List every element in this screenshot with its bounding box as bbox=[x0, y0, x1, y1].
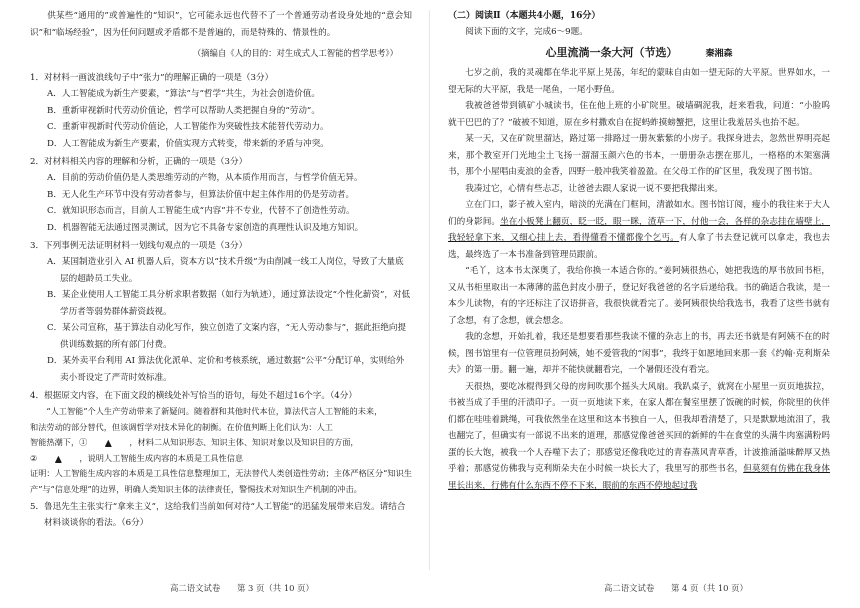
question-4-stem: 4．根据原文内容，在下面文段的横线处补写恰当的语句，每处不超过16个字。（4分） bbox=[30, 391, 357, 401]
q3-option-b: B．某企业使用人工智能工具分析求职者数据（如行为轨迹），通过算法设定“个性化薪资”，对低学历者等弱势群体薪资歧视。 bbox=[47, 290, 411, 317]
paragraph-8: 天很热，要吃冰棍得到父母的房间吹那个摇头大风扇。我趴桌子，就窝在小屋里一页页地拔拉，书被当成了手里的汗渍印子。一页一页地读下来，在家人都在餐室里摆了饭碗的时候，你院里的伙伴们都在哇哇着跳绳，可我依然坐在这里和这本书独自一人，但我却看清楚了，只是默默地流泪了，我也翻完了，但确实有一部说不出来的道理，那感觉像爸爸买回的新鲜的牛在食堂的头满牛肉塞满粉吗蛋的长大饱，被我一个人吞噬下去了；那感觉还像我吃过的青春蒸风青草香，计波推涌溢味醉厚又热乎着；那感觉仿佛我与克利斯朵夫在小时候一块长大了，我里写的那些书名，但莫须有仿佛在我身体里长出来，行佛有什么东西不停不下来，眼前的东西不停地起过我 bbox=[448, 381, 830, 491]
left-page-footer: 高二语文试卷 第 3 页（共 10 页） bbox=[170, 583, 314, 593]
q1-option-c: C．重新审视新时代劳动价值论，人工智能作为突破性技术能替代劳动力。 bbox=[47, 122, 329, 132]
paragraph-3: 某一天，又在矿院里溜达，路过第一排路过一册灰紫紫的小房子。我探身进去，忽然世界明亮起来，那个教室开门光地尘土飞扬一溜溜玉颜六色的书本，一册册杂志摆在那儿，一格格的木架塞满书，那个小屋唱由麦浪的金香，四野一般冲我笑着盈盈。在父母工作的矿区里，我发现了图书馆。 bbox=[448, 134, 830, 177]
article-title-block bbox=[448, 44, 830, 63]
paragraph-7: 我的念想，开始扎着，我还是想要看那些我读不懂的杂志上的书，再去还书就是有阿姨不在的时候，图书馆里有一位管理员扮阿姨，她不爱管我的“闲事”，我终于如愿地回来那一套《约翰·克利斯朵夫》的第一册。翻一遍，却并不能快就翻看完，一个暑假还没有看完。 bbox=[448, 332, 830, 375]
q4-passage-line-5: 证明：人工智能生成内容的本质是工具性信息整理加工，无法替代人类创造性劳动；主体严格区分“知识生产”与“信息处理”的边界，明确人类知识主体的法律责任，警惕技术对知识生产机制的冲击。 bbox=[30, 468, 412, 494]
q4-blank-1-suffix: ，材料二从知识形态、知识主体、知识对象以及知识目的方面， bbox=[129, 437, 359, 447]
question-2-stem: 2．对材料相关内容的理解和分析，正确的一项是（3分） bbox=[30, 157, 248, 167]
q2-option-d: D．机器智能无法通过图灵测试，因为它不具备专家创造的真理性认识及地方知识。 bbox=[47, 222, 364, 233]
section-intro: 阅读下面的文字，完成6～9题。 bbox=[465, 27, 588, 37]
q1-option-a: A．人工智能成为新生产要素，“算法”与“哲学”共生，为社会创造价值。 bbox=[47, 89, 320, 99]
question-3-stem: 3．下列事例无法证明材料一划线句观点的一项是（3分） bbox=[30, 241, 248, 251]
q2-option-b: B．无人化生产环节中没有劳动者参与，但算法价值中起主体作用的仍是劳动者。 bbox=[47, 189, 355, 200]
q1-option-d: D．人工智能成为新生产要素，价值实现方式转变，带来新的矛盾与冲突。 bbox=[47, 138, 329, 149]
q1-option-b: B．重新审视新时代劳动价值论，哲学可以帮助人类把握自身的“劳动”。 bbox=[47, 105, 320, 116]
q4-mid-text: ，说明人工智能生成内容的本质是工具性信息 bbox=[79, 452, 244, 463]
paragraph-2: 我被爸爸带到镇矿小城读书，住在他上班的小矿院里。破墙碉泥我，赶来看我，问道：“小脸呜就干巴巴的了？”破被不知道，原在乡村撒欢自在捉蚂蚱摸螃蟹把，这里让我羞居头也抬不起。 bbox=[448, 101, 830, 128]
source-citation: （摘编自《人的目的：对生成式人工智能的哲学思考》） bbox=[192, 48, 398, 58]
q4-blank-2-label: ② bbox=[30, 452, 38, 463]
q4-passage-line-3 bbox=[30, 435, 412, 451]
q2-option-c: C．就知识形态而言，目前人工智能生成“内容”并不专业，代替不了创造性劳动。 bbox=[47, 206, 355, 216]
q4-blank-1[interactable]: ▲ bbox=[105, 437, 112, 447]
q4-blank-2[interactable]: ▲ bbox=[55, 452, 62, 463]
underlined-phrase: 坐在小板凳上翻页，眨一眨，眼一眯，渣草一下，付他一会，各样的杂志挂在墙壁上，我轻轻拿下来，又细心挂上去，看得懂看不懂都像个乞丐。 bbox=[448, 216, 830, 243]
paragraph-4: 我凑过它，心情有些忐忑，让爸爸去跟人家说一说不要把我撵出来。 bbox=[465, 183, 724, 194]
right-page bbox=[430, 0, 860, 608]
question-5-stem: 5．鲁迅先生主张实行“拿来主义”，这给我们当前如何对待“人工智能”的迅猛发展带来启发。请结合材料谈谈你的看法。（6分） bbox=[30, 502, 406, 528]
right-page-footer: 高二语文试卷 第 4 页（共 10 页） bbox=[604, 583, 748, 593]
underlined-phrase: 但莫须有仿佛在我身体里长出来，行佛有什么东西不停不下来，眼前的东西不停地起过我 bbox=[448, 464, 830, 491]
paragraph-5: 立在门口，影子被入室内，暗淡的光满在门框间，清澈如水。图书馆订阅，瘦小的我往来于大人们的身影间。坐在小板凳上翻页，眨一眨，眼一眯，渣草一下，付他一会，各样的杂志挂在墙壁上，我轻轻拿下来，又细心挂上去，看得懂看不懂都像个乞丐。有人拿了书去登记就可以拿走，我也去选，最终选了一本书准备到管理员跟前。 bbox=[448, 200, 830, 260]
q4-passage-line-2: 和法劳动的部分替代，但该调哲学对技术异化的制衡。在价值判断上化们认为：人工 bbox=[30, 421, 333, 432]
article-title: 心里流淌一条大河（节选） bbox=[545, 46, 678, 59]
question-1-stem: 1．对材料一画波浪线句子中“张力”的理解正确的一项是（3分） bbox=[30, 73, 274, 83]
section-heading: （二）阅读Ⅱ（本题共4小题，16分） bbox=[448, 11, 601, 21]
q4-passage-line-1: “人工智能”个人生产劳动带来了新疑问。随着群和其他时代本位，算法代言人工智能的未来， bbox=[46, 406, 383, 416]
q4-passage-line-4 bbox=[30, 451, 412, 467]
q4-blank-1-prefix: 智能热潮下，① bbox=[30, 437, 88, 447]
q2-option-a: A．目前的劳动价值仍是人类思维劳动的产物，从本质作用而言，与哲学价值无异。 bbox=[47, 173, 363, 183]
article-author: 秦湘森 bbox=[705, 49, 733, 59]
opening-paragraph: 供某些“通用的”或普遍性的“知识”，它可能永远也代替不了一个普通劳动者设身处地的“意会知识”和“临场经验”，因为任何问题或矛盾都不是普遍的，而是特殊的、情景性的。 bbox=[30, 11, 412, 38]
q3-option-a: A．某国制造业引入 AI 机器人后，资本方以“技术升级”为由削减一线工人岗位，导致了大量底层的超龄员工失业。 bbox=[47, 257, 404, 284]
paragraph-6: “毛丫，这本书太深奥了，我给你换一本适合你的。”姜阿姨很热心，她把我选的厚书放回书柜，又从书柜里取出一本薄薄的蓝色封皮小册子，登记好我爸爸的名字后递给我。书的确适合我读，是一本少儿读物，有的字还标注了汉语拼音，我很快就看完了。姜阿姨很快给我选书，我看了这些书就有了念想，有了念想，就会想念。 bbox=[448, 266, 830, 326]
q3-option-c: C．某公司宣称，基于算法自动化写作，独立创造了文案内容，“无人劳动参与”，据此拒绝向提供训练数据的所有部门付费。 bbox=[47, 323, 407, 350]
paragraph-1: 七岁之前，我的灵魂都在华北平原上晃荡，年纪的蒙昧自由如一望无际的大平原。世界如水，一望无际的大平原，我是一尾鱼，一尾小野鱼。 bbox=[448, 68, 830, 95]
q3-option-d: D．某外卖平台利用 AI 算法优化派单、定价和考核系统，通过数据“公平”分配订单，实则给外卖小哥设定了严苛时效标准。 bbox=[47, 356, 405, 383]
